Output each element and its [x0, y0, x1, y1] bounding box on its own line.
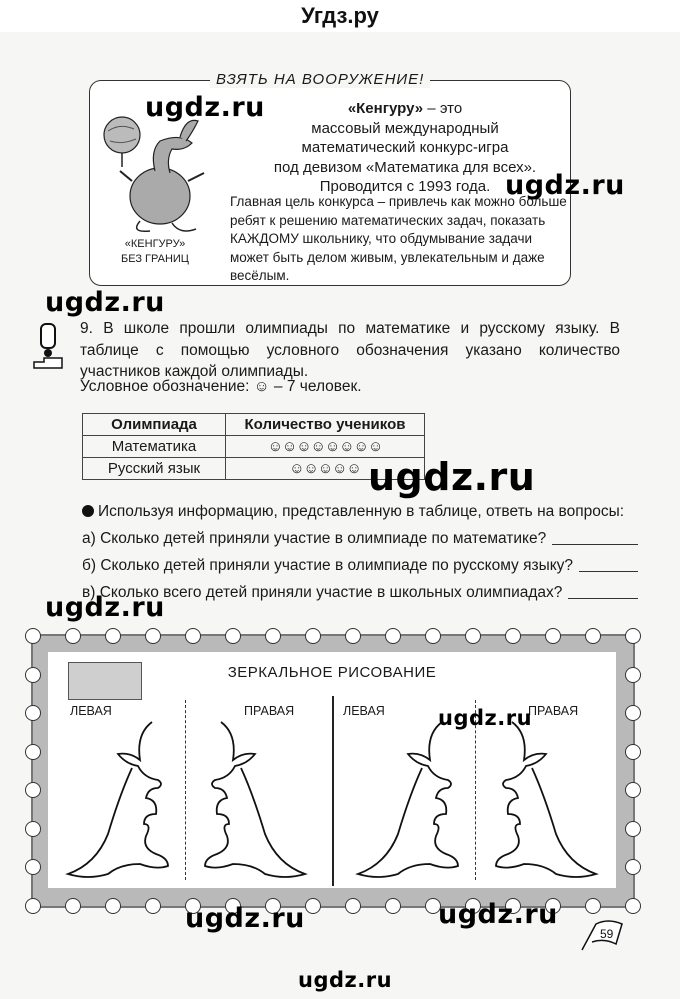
bead	[145, 628, 161, 644]
symbols-cell: ☺☺☺☺☺	[226, 458, 425, 480]
table-header-row	[83, 414, 425, 436]
question-c	[82, 584, 638, 602]
bead	[545, 628, 561, 644]
bead	[465, 628, 481, 644]
question-label: б) Сколько детей приняли участие в олимпиаде по русскому языку?	[82, 557, 574, 574]
bullet-icon	[82, 505, 94, 517]
watermark: ugdz.ru	[45, 287, 165, 318]
legend-text: Условное обозначение: ☺ – 7 человек.	[80, 378, 362, 395]
label-left-1: ЛЕВАЯ	[70, 704, 112, 718]
watermark: ugdz.ru	[438, 899, 558, 930]
bead	[185, 628, 201, 644]
answer-blank-a[interactable]	[552, 530, 638, 545]
task-character-icon	[32, 322, 66, 370]
label-left-2: ЛЕВАЯ	[343, 704, 385, 718]
bead	[305, 898, 321, 914]
watermark: ugdz.ru	[298, 968, 393, 992]
symbols-cell: ☺☺☺☺☺☺☺☺	[226, 436, 425, 458]
watermark: ugdz.ru	[145, 92, 265, 123]
task-number: 9.	[80, 320, 93, 337]
label-right-1: ПРАВАЯ	[244, 704, 295, 718]
page-number: 59	[600, 927, 614, 941]
watermark: ugdz.ru	[185, 903, 305, 934]
answer-blank-b[interactable]	[579, 557, 638, 572]
bead	[305, 628, 321, 644]
bead	[225, 628, 241, 644]
info-box-title: ВЗЯТЬ НА ВООРУЖЕНИЕ!	[210, 71, 430, 88]
question-b	[82, 557, 638, 575]
lead-line: Проводится с 1993 года.	[319, 178, 491, 195]
kangaroo-outline-left	[60, 714, 180, 884]
label-right-2: ПРАВАЯ	[528, 704, 579, 718]
lead-line: массовый международный	[311, 119, 499, 137]
bead	[25, 859, 41, 875]
mirror-axis	[185, 700, 186, 880]
bead	[25, 628, 41, 644]
bead	[385, 628, 401, 644]
kangaroo-outline-right-2	[484, 714, 604, 884]
bead	[25, 744, 41, 760]
mirror-drawing-area	[48, 652, 616, 888]
watermark: ugdz.ru	[45, 592, 165, 623]
bead	[145, 898, 161, 914]
bead	[265, 628, 281, 644]
mirror-title: ЗЕРКАЛЬНОЕ РИСОВАНИЕ	[227, 664, 437, 681]
bead	[25, 667, 41, 683]
column-header: Количество учеников	[226, 414, 425, 436]
watermark: ugdz.ru	[438, 706, 533, 730]
bead	[25, 705, 41, 721]
bead	[385, 898, 401, 914]
task-body: В школе прошли олимпиады по математике и русскому языку. В таблице с помощью условного обозначения указано количество участников каждой олимпиады.	[80, 320, 620, 380]
page-number-flag	[578, 912, 628, 952]
lead-rest: – это	[423, 100, 463, 117]
question-label: в) Сколько всего детей приняли участие в школьных олимпиадах?	[82, 584, 563, 601]
subject-cell: Математика	[83, 436, 226, 458]
subject-cell: Русский язык	[83, 458, 226, 480]
watermark: ugdz.ru	[505, 170, 625, 201]
question-a	[82, 530, 638, 548]
illustration-caption	[100, 237, 210, 267]
bead	[625, 744, 641, 760]
bead	[25, 821, 41, 837]
divider	[332, 696, 334, 886]
answer-blank-c[interactable]	[568, 584, 638, 599]
bead	[65, 898, 81, 914]
watermark: ugdz.ru	[368, 455, 536, 499]
kangaroo-outline-left-2	[350, 714, 470, 884]
kangaroo-outline-right	[193, 714, 313, 884]
bead	[25, 898, 41, 914]
bead	[425, 628, 441, 644]
kangaroo-globe-illustration	[100, 111, 220, 236]
bead	[25, 782, 41, 798]
instructions-text: Используя информацию, представленную в таблице, ответь на вопросы:	[98, 503, 625, 520]
mirror-drawing-frame	[31, 634, 635, 908]
bead	[345, 628, 361, 644]
lead-line: под девизом «Математика для всех».	[273, 158, 537, 176]
bead	[345, 898, 361, 914]
bead	[105, 898, 121, 914]
question-label: а) Сколько детей приняли участие в олимпиаде по математике?	[82, 530, 547, 547]
bead	[625, 821, 641, 837]
info-body: Главная цель конкурса – привлечь как можно больше ребят к решению математических задач, показать КАЖДОМУ школьнику, что обдумывание задачи может быть делом живым, увлекательным и даже весёлым.	[230, 194, 567, 283]
bead	[65, 628, 81, 644]
kangaroo-name: «Кенгуру»	[347, 100, 424, 117]
instructions	[82, 503, 624, 521]
bead	[585, 628, 601, 644]
caption-line: БЕЗ ГРАНИЦ	[121, 253, 189, 265]
bead	[105, 628, 121, 644]
column-header: Олимпиада	[83, 414, 226, 436]
bead	[625, 628, 641, 644]
bead	[505, 628, 521, 644]
task-9-text	[80, 318, 620, 383]
caption-line: «КЕНГУРУ»	[124, 238, 186, 250]
bead	[625, 667, 641, 683]
lead-line: математический конкурс-игра	[301, 139, 509, 156]
site-title: Угдз.ру	[301, 3, 379, 28]
